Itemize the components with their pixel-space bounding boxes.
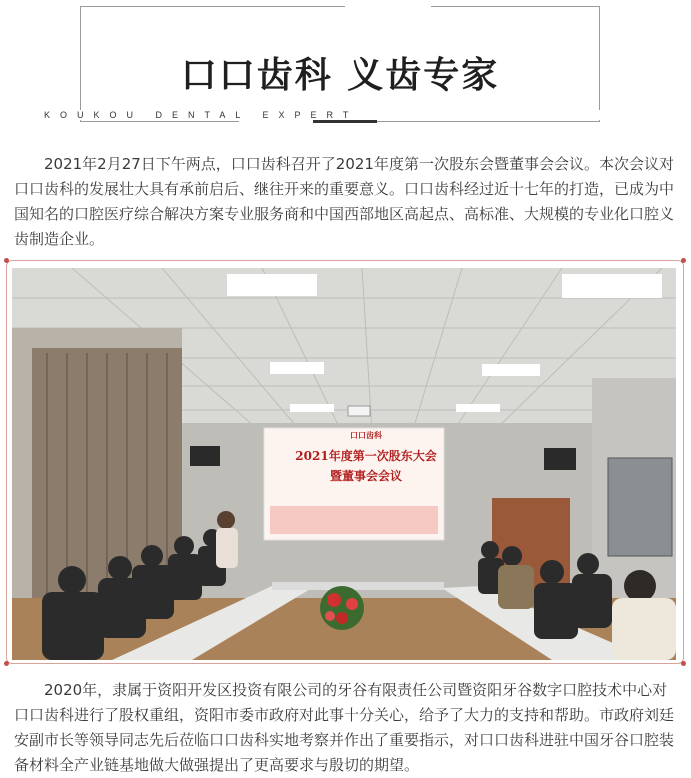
window <box>608 458 672 556</box>
ceiling-light <box>227 274 317 296</box>
screen-title-line1: 2021年度第一次股东大会 <box>295 449 437 463</box>
paragraph-intro: 2021年2月27日下午两点，口口齿科召开了2021年度第一次股东会暨董事会会议。本次会议对口口齿科的发展壮大具有承前启后、继往开来的重要意义。口口齿科经过近十七年的打造，已成为中国知名的口腔医疗综合解决方案专业服务商和中国西部地区高起点、高标准、大规模的专业化口腔义齿制造企业。 <box>14 155 675 248</box>
speaker-left <box>190 446 220 466</box>
speaker-right <box>544 448 576 470</box>
ceiling-light <box>482 364 540 376</box>
frame-dot-bottom-left <box>4 661 9 666</box>
header-frame-gap <box>345 5 431 9</box>
ceiling-light <box>456 404 500 412</box>
header-frame <box>80 6 600 122</box>
paragraph-history: 2020年，隶属于资阳开发区投资有限公司的牙谷有限责任公司暨资阳牙谷数字口腔技术中心对口口齿科进行了股权重组，资阳市委市政府对此事十分关心，给予了大力的支持和帮助。市政府刘廷安副市长等领导同志先后莅临口口齿科实地考察并作出了重要指示，对口口齿科进驻中国牙谷口腔装备材料全产业链基地做大做强提出了更高要求与殷切的期望。 <box>14 681 675 774</box>
meeting-photo <box>12 268 676 660</box>
frame-dot-top-right <box>681 258 686 263</box>
ceiling-light <box>290 404 334 412</box>
meeting-photo-illustration <box>12 268 676 660</box>
frame-dot-bottom-right <box>681 661 686 666</box>
screen-city-silhouette <box>270 506 438 534</box>
conference-table-back <box>272 582 444 590</box>
frame-dot-top-left <box>4 258 9 263</box>
screen-title-line2: 暨董事会会议 <box>329 469 402 483</box>
header-title: 口口齿科 义齿专家 <box>180 55 500 96</box>
header-accent-bar <box>313 120 377 123</box>
screen-brand: 口口齿科 <box>350 430 382 440</box>
header-subtitle: KOUKOU DENTAL EXPERT <box>44 110 644 120</box>
ceiling-light <box>270 362 324 374</box>
ceiling-light <box>562 274 662 298</box>
projector <box>348 406 370 416</box>
